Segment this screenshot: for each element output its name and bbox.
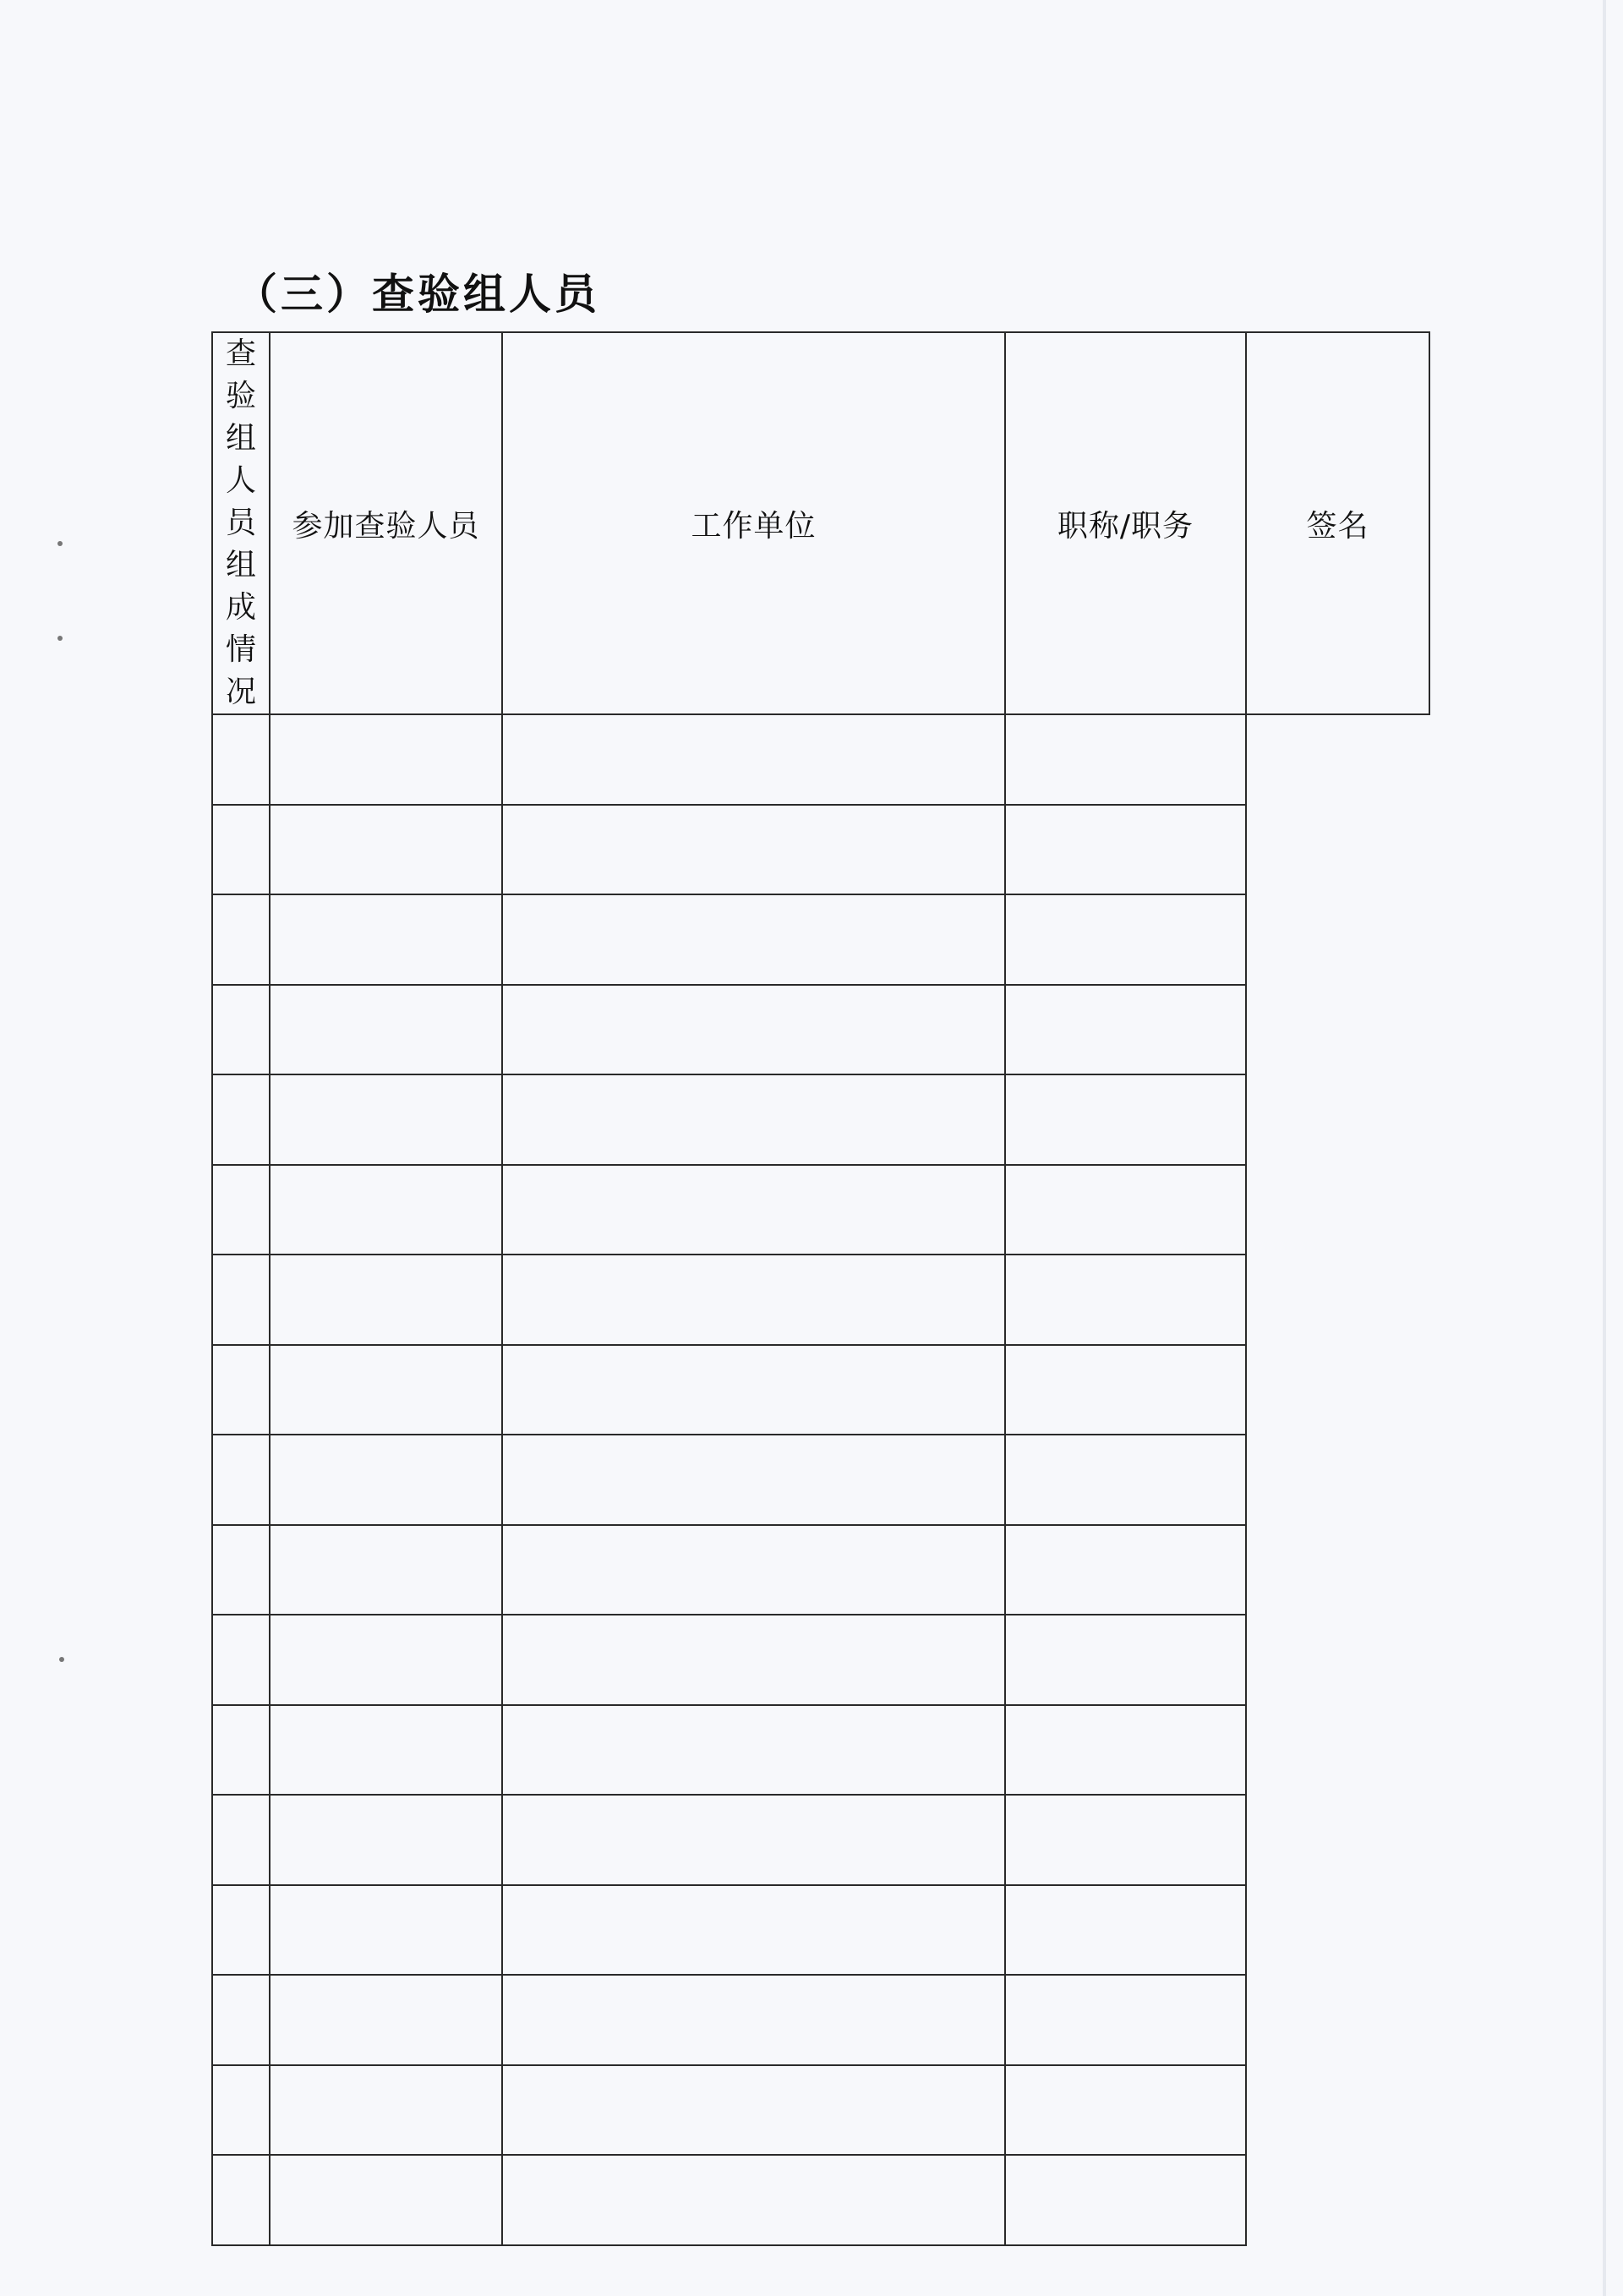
work-unit-cell[interactable] bbox=[270, 1705, 502, 1796]
work-unit-cell[interactable] bbox=[270, 985, 502, 1075]
participant-cell[interactable] bbox=[212, 714, 270, 805]
header-participant: 参加查验人员 bbox=[270, 332, 502, 714]
title-position-cell[interactable] bbox=[502, 985, 1005, 1075]
work-unit-cell[interactable] bbox=[270, 1074, 502, 1165]
table-row bbox=[212, 714, 1429, 805]
signature-cell[interactable] bbox=[1005, 1975, 1246, 2065]
signature-cell[interactable] bbox=[1005, 714, 1246, 805]
work-unit-cell[interactable] bbox=[270, 1525, 502, 1615]
header-title-position: 职称/职务 bbox=[1005, 332, 1246, 714]
participant-cell[interactable] bbox=[212, 1074, 270, 1165]
participant-cell[interactable] bbox=[212, 1525, 270, 1615]
scan-speck bbox=[59, 1657, 64, 1662]
table-row bbox=[212, 894, 1429, 985]
scan-speck bbox=[57, 636, 63, 641]
work-unit-cell[interactable] bbox=[270, 805, 502, 895]
participant-cell[interactable] bbox=[212, 1975, 270, 2065]
participant-cell[interactable] bbox=[212, 1435, 270, 1525]
work-unit-cell[interactable] bbox=[270, 1165, 502, 1255]
signature-cell[interactable] bbox=[1005, 1165, 1246, 1255]
title-position-cell[interactable] bbox=[502, 1165, 1005, 1255]
participant-cell[interactable] bbox=[212, 2065, 270, 2156]
table-row bbox=[212, 805, 1429, 895]
participant-cell[interactable] bbox=[212, 1345, 270, 1435]
header-work-unit: 工作单位 bbox=[502, 332, 1005, 714]
signature-cell[interactable] bbox=[1005, 1345, 1246, 1435]
title-position-cell[interactable] bbox=[502, 1525, 1005, 1615]
participant-cell[interactable] bbox=[212, 1705, 270, 1796]
title-position-cell[interactable] bbox=[502, 1435, 1005, 1525]
participant-cell[interactable] bbox=[212, 985, 270, 1075]
title-position-cell[interactable] bbox=[502, 2065, 1005, 2156]
signature-cell[interactable] bbox=[1005, 1795, 1246, 1885]
work-unit-cell[interactable] bbox=[270, 1885, 502, 1976]
participant-cell[interactable] bbox=[212, 1795, 270, 1885]
work-unit-cell[interactable] bbox=[270, 1345, 502, 1435]
header-signature: 签名 bbox=[1246, 332, 1429, 714]
table-row bbox=[212, 1705, 1429, 1796]
title-position-cell[interactable] bbox=[502, 1705, 1005, 1796]
work-unit-cell[interactable] bbox=[270, 2155, 502, 2245]
work-unit-cell[interactable] bbox=[270, 1975, 502, 2065]
table-row bbox=[212, 1165, 1429, 1255]
table-row bbox=[212, 1255, 1429, 1345]
side-label-cell bbox=[212, 332, 270, 714]
table-row bbox=[212, 1435, 1429, 1525]
table-row bbox=[212, 1525, 1429, 1615]
title-position-cell[interactable] bbox=[502, 894, 1005, 985]
title-position-cell[interactable] bbox=[502, 1345, 1005, 1435]
participant-cell[interactable] bbox=[212, 1885, 270, 1976]
participant-cell[interactable] bbox=[212, 894, 270, 985]
title-position-cell[interactable] bbox=[502, 714, 1005, 805]
table-row bbox=[212, 2155, 1429, 2245]
signature-cell[interactable] bbox=[1005, 1705, 1246, 1796]
signature-cell[interactable] bbox=[1005, 1615, 1246, 1705]
work-unit-cell[interactable] bbox=[270, 2065, 502, 2156]
title-position-cell[interactable] bbox=[502, 1615, 1005, 1705]
signature-cell[interactable] bbox=[1005, 2065, 1246, 2156]
table-row bbox=[212, 1885, 1429, 1976]
table-row bbox=[212, 1345, 1429, 1435]
table-row bbox=[212, 2065, 1429, 2156]
work-unit-cell[interactable] bbox=[270, 1795, 502, 1885]
participant-cell[interactable] bbox=[212, 1165, 270, 1255]
signature-cell[interactable] bbox=[1005, 894, 1246, 985]
scan-speck bbox=[57, 541, 63, 546]
participant-cell[interactable] bbox=[212, 2155, 270, 2245]
signature-cell[interactable] bbox=[1005, 985, 1246, 1075]
side-label: 查验组人员组成情况 bbox=[225, 336, 256, 709]
work-unit-cell[interactable] bbox=[270, 1435, 502, 1525]
signature-cell[interactable] bbox=[1005, 2155, 1246, 2245]
participant-cell[interactable] bbox=[212, 805, 270, 895]
table-row bbox=[212, 1615, 1429, 1705]
signature-cell[interactable] bbox=[1005, 1435, 1246, 1525]
title-position-cell[interactable] bbox=[502, 1885, 1005, 1976]
table-body bbox=[212, 714, 1429, 2245]
table-row bbox=[212, 985, 1429, 1075]
page-edge bbox=[1603, 0, 1606, 2296]
work-unit-cell[interactable] bbox=[270, 714, 502, 805]
title-position-cell[interactable] bbox=[502, 1074, 1005, 1165]
signature-cell[interactable] bbox=[1005, 1525, 1246, 1615]
participant-cell[interactable] bbox=[212, 1615, 270, 1705]
inspection-team-table bbox=[211, 331, 1430, 2246]
title-position-cell[interactable] bbox=[502, 1255, 1005, 1345]
title-position-cell[interactable] bbox=[502, 805, 1005, 895]
table-header-row bbox=[212, 332, 1429, 714]
title-position-cell[interactable] bbox=[502, 1795, 1005, 1885]
title-position-cell[interactable] bbox=[502, 2155, 1005, 2245]
signature-cell[interactable] bbox=[1005, 805, 1246, 895]
table-row bbox=[212, 1074, 1429, 1165]
work-unit-cell[interactable] bbox=[270, 894, 502, 985]
work-unit-cell[interactable] bbox=[270, 1615, 502, 1705]
signature-cell[interactable] bbox=[1005, 1885, 1246, 1976]
table-row bbox=[212, 1975, 1429, 2065]
signature-cell[interactable] bbox=[1005, 1255, 1246, 1345]
table-row bbox=[212, 1795, 1429, 1885]
signature-cell[interactable] bbox=[1005, 1074, 1246, 1165]
section-title: （三）查验组人员 bbox=[235, 270, 600, 319]
participant-cell[interactable] bbox=[212, 1255, 270, 1345]
work-unit-cell[interactable] bbox=[270, 1255, 502, 1345]
title-position-cell[interactable] bbox=[502, 1975, 1005, 2065]
